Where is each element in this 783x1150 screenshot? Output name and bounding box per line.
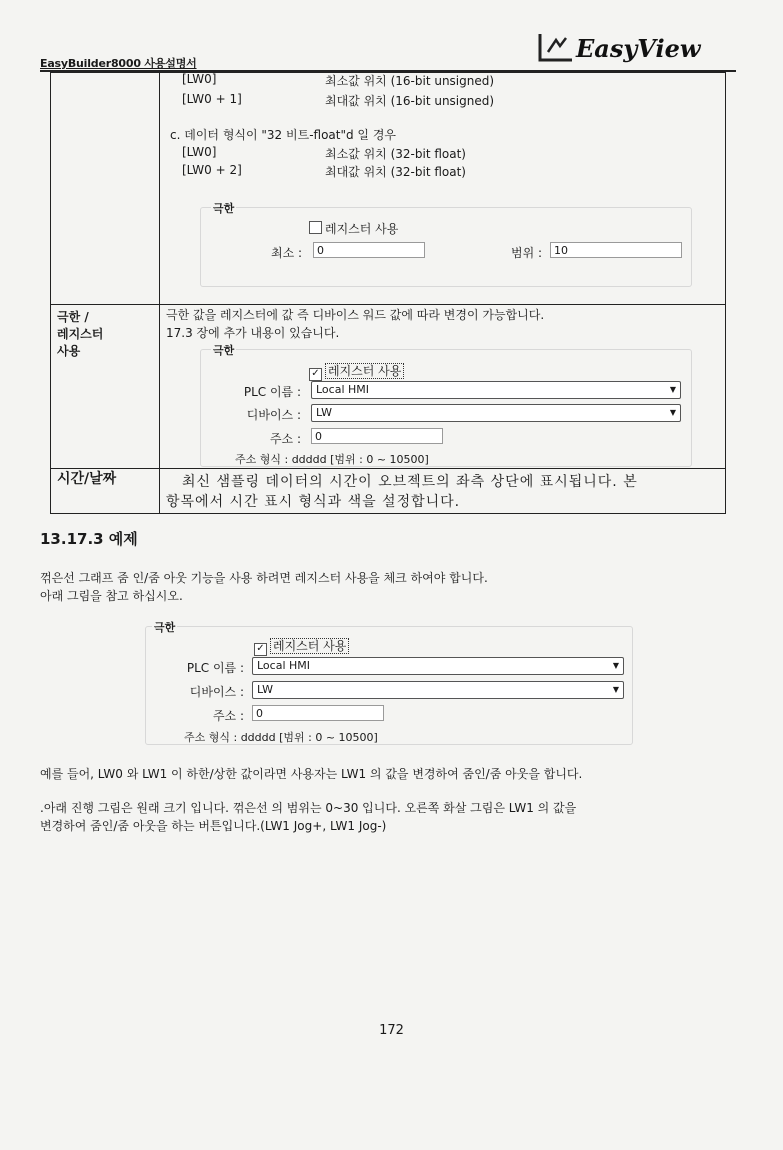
manual-title: EasyBuilder8000 사용설명서 [40,57,197,70]
row2-label-line1: 극한 / [57,310,89,324]
checkbox-checked-box[interactable]: ✓ [309,368,322,381]
row1-line3: c. 데이터 형식이 "32 비트-float"d 일 경우 [170,128,397,142]
row2-desc2: 17.3 장에 추가 내용이 있습니다. [166,326,340,340]
limit-panel [200,202,692,287]
limit-register-panel [200,344,692,467]
limit-panel-title: 극한 [213,202,235,215]
section-para2: 아래 그림을 참고 하십시오. [40,589,183,603]
section-heading: 13.17.3 예제 [40,530,138,548]
row1-line4-right: 최소값 위치 (32-bit float) [325,147,466,161]
row2-desc1: 극한 값을 레지스터에 값 즉 디바이스 워드 값에 따라 변경이 가능합니다. [166,308,545,322]
table-row-register-use [51,305,726,469]
row-label-register [51,305,160,469]
row1-line2-left: [LW0 + 1] [182,92,242,106]
row2-content [160,305,726,469]
row1-line5-right: 최대값 위치 (32-bit float) [325,165,466,179]
address-format: 주소 형식 : ddddd [범위 : 0 ~ 10500] [235,453,429,466]
row1-line1-left: [LW0] [182,72,217,86]
example-address-input[interactable]: 0 [252,705,384,721]
checkbox-label: 레지스터 사용 [325,222,399,236]
spec-table [50,72,726,514]
row2-label-line2: 레지스터 [57,327,104,341]
checkbox-box[interactable] [309,221,322,234]
page-number: 172 [379,1023,404,1038]
table-row-limit-format [51,73,726,305]
row-label-empty [51,73,160,305]
table-row-time-date [51,469,726,514]
row3-content [160,469,726,514]
register-use-checkbox-checked[interactable] [309,362,404,381]
address-input[interactable]: 0 [311,428,443,444]
plc-name-select[interactable]: Local HMI ▼ [311,381,681,399]
example-address-format: 주소 형식 : ddddd [범위 : 0 ~ 10500] [184,731,378,744]
section-para4: .아래 진행 그림은 원래 크기 입니다. 꺾은선 의 범위는 0~30 입니다. 오른쪽 화살 그림은 LW1 의 값을 [40,801,577,815]
checkbox-checked-box[interactable]: ✓ [254,643,267,656]
chevron-down-icon: ▼ [669,408,676,417]
register-panel-title: 극한 [213,344,235,357]
example-panel-title: 극한 [154,621,176,634]
checkbox-label: 레지스터 사용 [270,638,349,654]
example-limit-panel [145,621,633,745]
chevron-down-icon: ▼ [669,385,676,394]
chevron-down-icon: ▼ [612,661,619,670]
logo-text: EasyView [576,34,701,63]
row3-desc1: 최신 샘플링 데이터의 시간이 오브젝트의 좌측 상단에 표시됩니다. 본 [182,474,638,490]
range-input[interactable]: 10 [550,242,682,258]
row1-line2-right: 최대값 위치 (16-bit unsigned) [325,94,495,108]
address-label: 주소 : [269,432,301,446]
example-address-label: 주소 : [212,709,244,723]
row3-desc2: 항목에서 시간 표시 형식과 색을 설정합니다. [166,494,461,510]
section-para5: 변경하여 줌인/줌 아웃을 하는 버튼입니다.(LW1 Jog+, LW1 Jog-) [40,819,387,833]
row1-line4-left: [LW0] [182,145,217,159]
section-para3: 예를 들어, LW0 와 LW1 이 하한/상한 값이라면 사용자는 LW1 의 값을 변경하여 줌인/줌 아웃을 합니다. [40,767,583,781]
range-label: 범위 : [511,246,543,260]
example-device-label: 디바이스 : [189,685,244,699]
register-use-checkbox[interactable] [309,220,398,237]
min-label: 최소 : [271,246,303,260]
example-register-use-checkbox[interactable] [254,637,349,656]
row3-label: 시간/날짜 [51,469,160,514]
section-para1: 꺾은선 그래프 줌 인/줌 아웃 기능을 사용 하려면 레지스터 사용을 체크 하여야 합니다. [40,571,488,585]
checkbox-label: 레지스터 사용 [325,363,404,379]
device-label: 디바이스 : [246,408,301,422]
device-select[interactable]: LW ▼ [311,404,681,422]
example-device-select[interactable]: LW ▼ [252,681,624,699]
logo-mark-icon [536,30,576,64]
row1-line5-left: [LW0 + 2] [182,163,242,177]
example-plc-label: PLC 이름 : [186,661,244,675]
plc-name-label: PLC 이름 : [243,385,301,399]
row2-label-line3: 사용 [57,344,81,358]
row-content [160,73,726,305]
chevron-down-icon: ▼ [612,685,619,694]
easyview-logo [536,28,736,68]
row1-line1-right: 최소값 위치 (16-bit unsigned) [325,74,495,88]
example-plc-select[interactable]: Local HMI ▼ [252,657,624,675]
min-input[interactable]: 0 [313,242,425,258]
